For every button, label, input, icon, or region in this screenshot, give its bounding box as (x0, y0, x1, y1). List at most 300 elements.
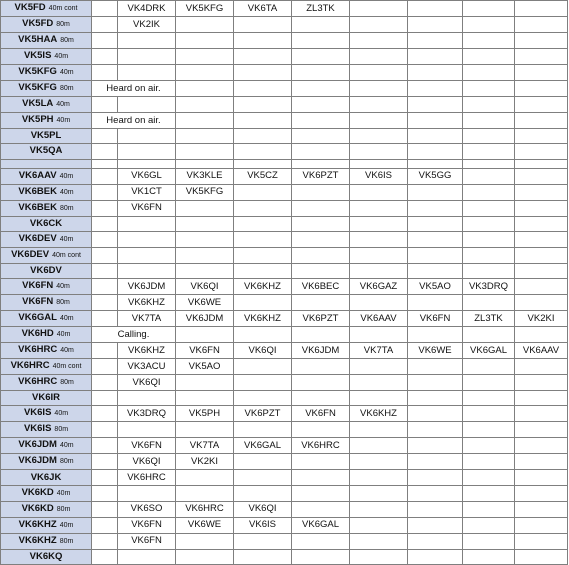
contact-cell: VK6FN (292, 406, 350, 422)
empty-cell (408, 485, 463, 501)
empty-cell (292, 470, 350, 485)
empty-cell (408, 533, 463, 549)
empty-cell (292, 129, 350, 144)
table-row (1, 231, 568, 247)
empty-cell (350, 501, 408, 517)
callsign-cell (1, 113, 92, 129)
table-row (1, 454, 568, 470)
band-label: 80m (56, 505, 71, 513)
table-row (1, 485, 568, 501)
band-label: 40m cont (48, 5, 78, 12)
table-row (1, 113, 568, 129)
band-label: 40m (56, 283, 70, 291)
empty-cell (234, 391, 292, 406)
empty-cell (118, 391, 176, 406)
empty-cell (515, 159, 568, 168)
table-row (1, 533, 568, 549)
band-label: 40m (59, 69, 74, 76)
empty-cell (408, 391, 463, 406)
empty-cell (92, 159, 118, 168)
empty-cell (234, 113, 292, 129)
empty-cell (408, 216, 463, 231)
empty-cell (118, 144, 176, 159)
empty-cell (350, 97, 408, 113)
callsign-cell (1, 470, 92, 485)
band-label: 80m (59, 85, 74, 92)
empty-cell (118, 129, 176, 144)
empty-cell (234, 359, 292, 375)
contact-cell: VK6KHZ (350, 406, 408, 422)
spacer-cell (92, 97, 118, 113)
callsign-cell (1, 49, 92, 65)
callsign-label: VK6HD (21, 328, 54, 340)
band-label: 40m (56, 101, 70, 108)
contact-cell: VK6BEC (292, 279, 350, 295)
empty-cell (292, 184, 350, 200)
empty-cell (292, 359, 350, 375)
table-row (1, 391, 568, 406)
empty-cell (463, 17, 515, 33)
spacer-cell (92, 33, 118, 49)
contact-cell: VK2IK (118, 17, 176, 33)
empty-cell (515, 533, 568, 549)
band-label: 80m (56, 21, 70, 28)
callsign-label: VK6CK (29, 217, 63, 229)
spacer-cell (92, 406, 118, 422)
callsign-cell (1, 184, 92, 200)
empty-cell (176, 391, 234, 406)
empty-cell (234, 295, 292, 311)
empty-cell (463, 422, 515, 438)
empty-cell (408, 81, 463, 97)
empty-cell (234, 485, 292, 501)
contact-cell: VK6QI (234, 343, 292, 359)
empty-cell (515, 359, 568, 375)
callsign-label: VK5LA (22, 98, 54, 109)
empty-cell (408, 144, 463, 159)
table-row (1, 359, 568, 375)
callsign-label: VK6AAV (18, 169, 57, 181)
empty-cell (234, 422, 292, 438)
table-row (1, 200, 568, 216)
table-row (1, 65, 568, 81)
table-row (1, 517, 568, 533)
empty-cell (463, 375, 515, 391)
empty-cell (463, 231, 515, 247)
callsign-label: VK5KFG (18, 82, 57, 93)
callsign-label: VK5FD (22, 18, 54, 29)
empty-cell (463, 406, 515, 422)
table-row (1, 501, 568, 517)
empty-cell (234, 200, 292, 216)
band-label: 80m (59, 458, 74, 466)
callsign-cell (1, 33, 92, 49)
callsign-cell (1, 129, 92, 144)
spacer-cell (92, 1, 118, 17)
empty-cell (176, 247, 234, 263)
spacer-cell (92, 501, 118, 517)
empty-cell (292, 454, 350, 470)
note-cell: Calling. (92, 327, 176, 343)
spacer-cell (92, 247, 118, 263)
contact-cell: VK6JDM (292, 343, 350, 359)
empty-cell (234, 17, 292, 33)
spacer-cell (92, 454, 118, 470)
empty-cell (292, 200, 350, 216)
callsign-label: VK6HRC (18, 344, 58, 356)
empty-cell (463, 247, 515, 263)
contact-cell: VK6IS (350, 168, 408, 184)
spacer-cell (92, 279, 118, 295)
callsign-label: VK6FN (22, 296, 54, 308)
table-row (1, 216, 568, 231)
callsign-label: VK6DV (30, 265, 62, 277)
spacer-cell (92, 200, 118, 216)
empty-cell (234, 327, 292, 343)
empty-cell (292, 247, 350, 263)
contact-cell: VK6FN (118, 533, 176, 549)
table-row (1, 1, 568, 17)
empty-cell (176, 144, 234, 159)
empty-cell (463, 485, 515, 501)
empty-cell (234, 247, 292, 263)
empty-cell (463, 438, 515, 454)
contact-cell: VK6HRC (292, 438, 350, 454)
contact-cell: VK6JDM (118, 279, 176, 295)
empty-cell (234, 231, 292, 247)
callsign-cell (1, 279, 92, 295)
contact-cell: VK3DRQ (463, 279, 515, 295)
spacer-cell (92, 485, 118, 501)
contact-cell: VK6HRC (118, 470, 176, 485)
empty-cell (515, 263, 568, 278)
spacer-cell (92, 168, 118, 184)
empty-cell (350, 549, 408, 564)
empty-cell (515, 184, 568, 200)
callsign-cell (1, 17, 92, 33)
empty-cell (350, 231, 408, 247)
empty-cell (292, 49, 350, 65)
callsign-label: VK6KD (21, 486, 54, 498)
contact-cell: VK6PZT (292, 311, 350, 327)
empty-cell (176, 422, 234, 438)
empty-cell (350, 438, 408, 454)
empty-cell (292, 113, 350, 129)
empty-cell (350, 129, 408, 144)
empty-cell (234, 65, 292, 81)
callsign-label: VK6KQ (29, 550, 63, 562)
empty-cell (408, 517, 463, 533)
table-row (1, 549, 568, 564)
empty-cell (234, 470, 292, 485)
callsign-label: VK5PL (30, 130, 62, 142)
empty-cell (176, 33, 234, 49)
empty-cell (515, 438, 568, 454)
contact-cell: VK6HRC (176, 501, 234, 517)
empty-cell (515, 129, 568, 144)
empty-cell (515, 17, 568, 33)
contact-cell: VK5KFG (176, 1, 234, 17)
callsign-label: VK6JDM (18, 439, 57, 451)
empty-cell (463, 295, 515, 311)
empty-cell (176, 216, 234, 231)
band-label: 40m (54, 410, 69, 418)
contact-cell: VK6QI (118, 375, 176, 391)
empty-cell (515, 168, 568, 184)
callsign-label: VK6DEV (11, 248, 50, 260)
empty-cell (176, 97, 234, 113)
empty-cell (463, 49, 515, 65)
empty-cell (350, 517, 408, 533)
empty-cell (515, 517, 568, 533)
spacer-cell (92, 231, 118, 247)
empty-cell (463, 391, 515, 406)
callsign-cell (1, 231, 92, 247)
empty-cell (515, 113, 568, 129)
empty-cell (350, 65, 408, 81)
callsign-cell (1, 1, 92, 17)
empty-cell (350, 247, 408, 263)
empty-cell (292, 97, 350, 113)
empty-cell (408, 200, 463, 216)
empty-cell (515, 33, 568, 49)
empty-cell (408, 549, 463, 564)
empty-cell (118, 49, 176, 65)
empty-cell (176, 159, 234, 168)
table-row (1, 327, 568, 343)
empty-cell (463, 200, 515, 216)
band-label: 80m (59, 537, 74, 545)
band-label: 80m (56, 299, 70, 307)
spacer-cell (92, 470, 118, 485)
empty-cell (234, 184, 292, 200)
empty-cell (234, 375, 292, 391)
empty-cell (292, 391, 350, 406)
table-row (1, 311, 568, 327)
empty-cell (118, 263, 176, 278)
empty-cell (234, 159, 292, 168)
empty-cell (350, 533, 408, 549)
empty-cell (463, 216, 515, 231)
table-row (1, 263, 568, 278)
empty-cell (292, 263, 350, 278)
callsign-cell (1, 533, 92, 549)
empty-cell (463, 263, 515, 278)
band-label: 40m (56, 331, 71, 339)
empty-cell (292, 159, 350, 168)
empty-cell (118, 65, 176, 81)
empty-cell (463, 81, 515, 97)
table-row (1, 470, 568, 485)
callsign-cell (1, 311, 92, 327)
spacer-cell (92, 438, 118, 454)
empty-cell (408, 359, 463, 375)
empty-cell (292, 422, 350, 438)
empty-cell (176, 263, 234, 278)
spacer-cell (92, 184, 118, 200)
table-row (1, 49, 568, 65)
empty-cell (408, 1, 463, 17)
callsign-cell (1, 517, 92, 533)
empty-cell (515, 65, 568, 81)
empty-cell (350, 1, 408, 17)
empty-cell (176, 327, 234, 343)
callsign-cell (1, 501, 92, 517)
empty-cell (292, 485, 350, 501)
contact-cell: VK5PH (176, 406, 234, 422)
empty-cell (292, 65, 350, 81)
contact-cell: VK6AAV (515, 343, 568, 359)
contact-cell: VK6PZT (234, 406, 292, 422)
contact-cell: VK5AO (176, 359, 234, 375)
empty-cell (118, 485, 176, 501)
empty-cell (350, 159, 408, 168)
empty-cell (463, 129, 515, 144)
band-label: 40m (59, 521, 74, 529)
empty-cell (515, 549, 568, 564)
callsign-label: VK5PH (21, 114, 54, 125)
empty-cell (176, 533, 234, 549)
table-row (1, 184, 568, 200)
contact-cell: VK6WE (176, 295, 234, 311)
spacer-cell (92, 144, 118, 159)
callsign-cell (1, 359, 92, 375)
empty-cell (176, 485, 234, 501)
spacer-cell (92, 391, 118, 406)
callsign-cell (1, 81, 92, 97)
empty-cell (463, 184, 515, 200)
band-label: 40m (59, 235, 74, 243)
callsign-label: VK5HAA (18, 34, 58, 45)
empty-cell (350, 470, 408, 485)
empty-cell (176, 129, 234, 144)
empty-cell (292, 144, 350, 159)
contact-cell: VK2KI (515, 311, 568, 327)
callsign-cell (1, 422, 92, 438)
table-row (1, 406, 568, 422)
contact-cell: VK6GAL (463, 343, 515, 359)
empty-cell (408, 97, 463, 113)
empty-cell (515, 375, 568, 391)
empty-cell (463, 1, 515, 17)
empty-cell (118, 231, 176, 247)
empty-cell (463, 33, 515, 49)
empty-cell (176, 49, 234, 65)
spacer-cell (92, 263, 118, 278)
contact-cell: VK3KLE (176, 168, 234, 184)
contact-cell: VK6FN (408, 311, 463, 327)
empty-cell (463, 501, 515, 517)
empty-cell (292, 327, 350, 343)
table-row (1, 144, 568, 159)
contact-cell: VK4DRK (118, 1, 176, 17)
callsign-label: VK6IR (32, 392, 60, 404)
note-cell: Heard on air. (92, 81, 176, 97)
contact-cell: VK6FN (118, 438, 176, 454)
empty-cell (515, 1, 568, 17)
callsign-label: VK5KFG (18, 66, 57, 77)
empty-cell (350, 391, 408, 406)
band-label: 40m (54, 53, 69, 60)
spacer-cell (92, 359, 118, 375)
contact-cell: VK7TA (118, 311, 176, 327)
callsign-label: VK6KD (21, 502, 54, 514)
callsign-label: VK6IS (23, 407, 52, 419)
empty-cell (234, 49, 292, 65)
empty-cell (463, 454, 515, 470)
empty-cell (176, 81, 234, 97)
callsign-label: VK6GAL (18, 312, 57, 324)
table-row (1, 375, 568, 391)
contact-cell: VK5CZ (234, 168, 292, 184)
band-label: 80m (59, 204, 74, 212)
spacer-cell (92, 343, 118, 359)
empty-cell (463, 517, 515, 533)
empty-cell (463, 533, 515, 549)
spacer-cell (92, 65, 118, 81)
callsign-cell (1, 97, 92, 113)
contact-cell: VK2KI (176, 454, 234, 470)
contact-cell: VK7TA (350, 343, 408, 359)
empty-cell (234, 129, 292, 144)
empty-cell (118, 247, 176, 263)
empty-cell (292, 17, 350, 33)
table-row (1, 279, 568, 295)
empty-cell (234, 216, 292, 231)
callsign-cell (1, 375, 92, 391)
callsign-cell (1, 485, 92, 501)
contact-cell: ZL3TK (292, 1, 350, 17)
empty-cell (176, 470, 234, 485)
empty-cell (350, 200, 408, 216)
empty-cell (350, 33, 408, 49)
band-label: 40m (56, 117, 71, 124)
contact-cell: VK5GG (408, 168, 463, 184)
band-label: 40m cont (52, 363, 82, 371)
contact-cell: VK6JDM (176, 311, 234, 327)
empty-cell (515, 327, 568, 343)
band-label: 40m (59, 172, 74, 180)
table-row (1, 247, 568, 263)
contact-cell: VK1CT (118, 184, 176, 200)
contact-cell: VK6GAL (292, 517, 350, 533)
contact-cell: VK6WE (408, 343, 463, 359)
callsign-cell (1, 549, 92, 564)
empty-cell (408, 327, 463, 343)
band-label: 40m cont (52, 251, 81, 259)
empty-cell (350, 17, 408, 33)
callsign-label: VK5IS (23, 50, 52, 61)
empty-cell (463, 359, 515, 375)
callsign-cell (1, 247, 92, 263)
callsign-label: VK5FD (14, 2, 46, 13)
empty-cell (463, 470, 515, 485)
contact-cell: VK6GAZ (350, 279, 408, 295)
empty-cell (176, 549, 234, 564)
callsign-cell (1, 263, 92, 278)
empty-cell (515, 422, 568, 438)
empty-cell (515, 144, 568, 159)
empty-cell (408, 184, 463, 200)
empty-cell (408, 454, 463, 470)
table-row (1, 168, 568, 184)
empty-cell (515, 406, 568, 422)
empty-cell (350, 113, 408, 129)
empty-cell (515, 216, 568, 231)
empty-cell (463, 168, 515, 184)
table-row (1, 81, 568, 97)
empty-cell (350, 184, 408, 200)
